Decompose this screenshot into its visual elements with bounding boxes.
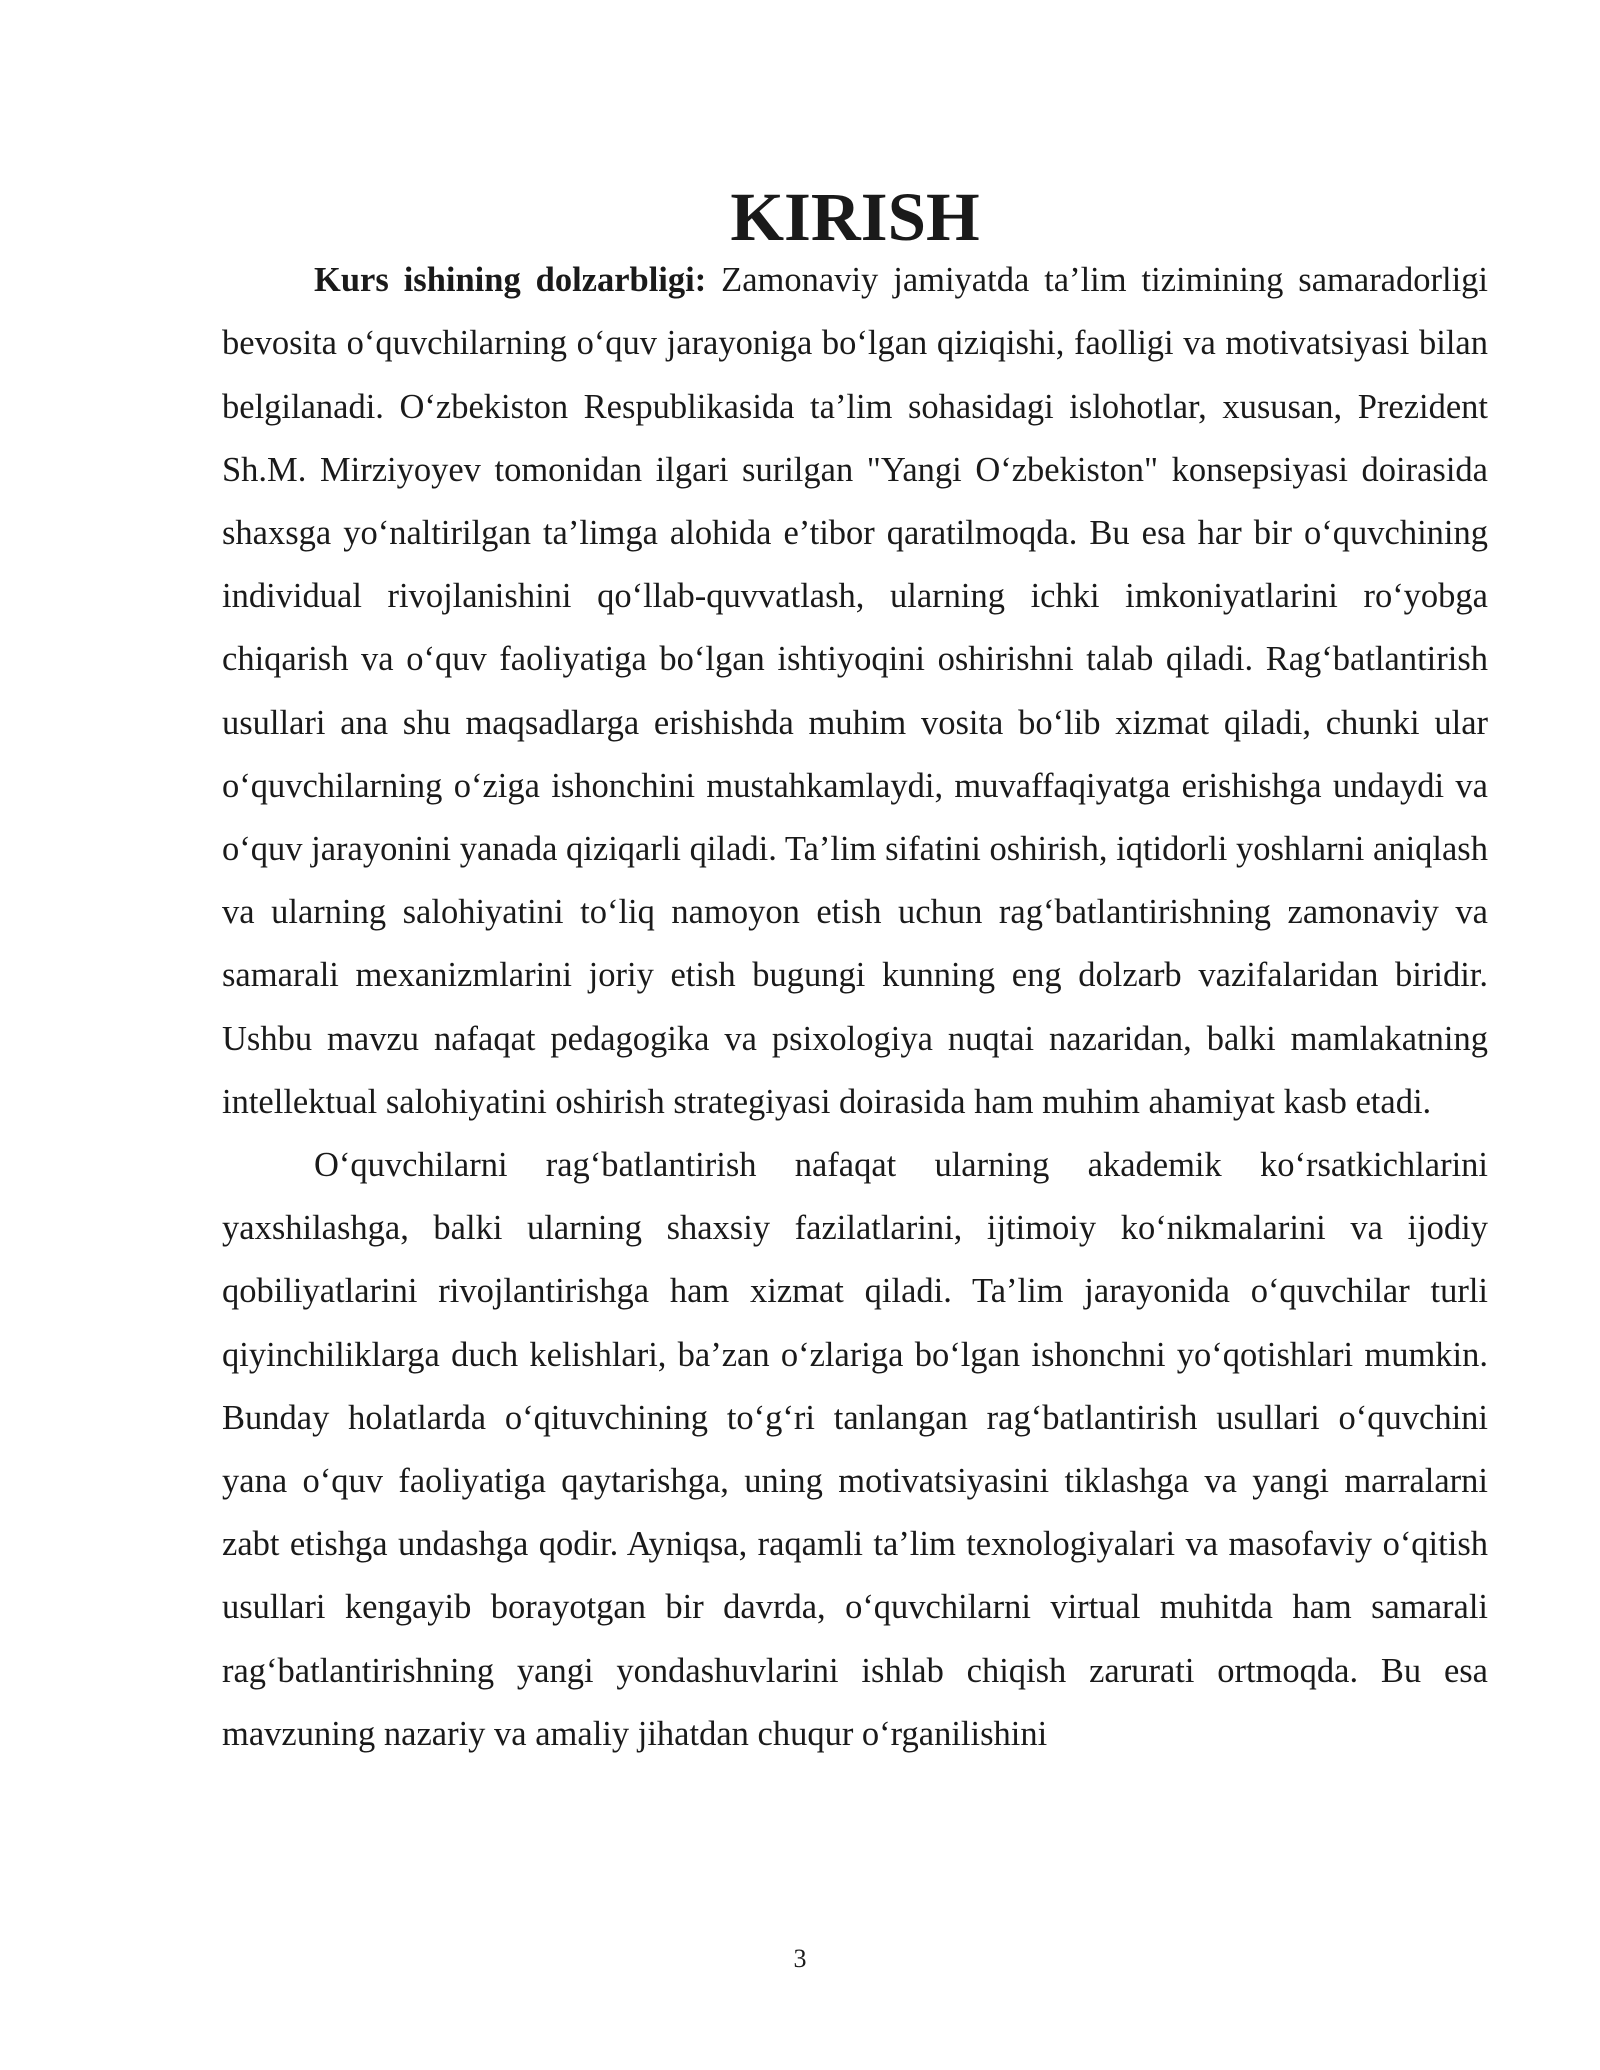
paragraph-relevance <box>222 249 1488 1134</box>
section-title: KIRISH <box>730 179 980 255</box>
paragraph-lead: Kurs ishining dolzarbligi: <box>314 261 707 300</box>
paragraph-motivation <box>222 1134 1488 1766</box>
paragraph-text: Zamonaviy jamiyatda ta’lim tizimining samaradorligi bevosita o‘quvchilarning o‘quv jarayoniga bo‘lgan qiziqishi, faolligi va motivatsiyasi bilan belgilanadi. O‘zbekiston Respublikasida ta’lim sohasidagi islohotlar, xususan, Prezident Sh.M. Mirziyoyev tomonidan ilgari surilgan "Yangi O‘zbekiston" konsepsiyasi doirasida shaxsga yo‘naltirilgan ta’limga alohida e’tibor qaratilmoqda. Bu esa har bir o‘quvchining individual rivojlanishini qo‘llab-quvvatlash, ularning ichki imkoniyatlarini ro‘yobga chiqarish va o‘quv faoliyatiga bo‘lgan ishtiyoqini oshirishni talab qiladi. Rag‘batlantirish usullari ana shu maqsadlarga erishishda muhim vosita bo‘lib xizmat qiladi, chunki ular o‘quvchilarning o‘ziga ishonchini mustahkamlaydi, muvaffaqiyatga erishishga undaydi va o‘quv jarayonini yanada qiziqarli qiladi. Ta’lim sifatini oshirish, iqtidorli yoshlarni aniqlash va ularning salohiyatini to‘liq namoyon etish uchun rag‘batlantirishning zamonaviy va samarali mexanizmlarini joriy etish bugungi kunning eng dolzarb vazifalaridan biridir. Ushbu mavzu nafaqat pedagogika va psixologiya nuqtai nazaridan, balki mamlakatning intellektual salohiyatini oshirish strategiyasi doirasida ham muhim ahamiyat kasb etadi. <box>222 261 1488 1121</box>
page-number: 3 <box>793 1944 807 1973</box>
paragraph-text: O‘quvchilarni rag‘batlantirish nafaqat ularning akademik ko‘rsatkichlarini yaxshilashga, balki ularning shaxsiy fazilatlarini, ijtimoiy ko‘nikmalarini va ijodiy qobiliyatlarini rivojlantirishga ham xizmat qiladi. Ta’lim jarayonida o‘quvchilar turli qiyinchiliklarga duch kelishlari, ba’zan o‘zlariga bo‘lgan ishonchni yo‘qotishlari mumkin. Bunday holatlarda o‘qituvchining to‘g‘ri tanlangan rag‘batlantirish usullari o‘quvchini yana o‘quv faoliyatiga qaytarishga, uning motivatsiyasini tiklashga va yangi marralarni zabt etishga undashga qodir. Ayniqsa, raqamli ta’lim texnologiyalari va masofaviy o‘qitish usullari kengayib borayotgan bir davrda, o‘quvchilarni virtual muhitda ham samarali rag‘batlantirishning yangi yondashuvlarini ishlab chiqish zarurati ortmoqda. Bu esa mavzuning nazariy va amaliy jihatdan chuqur o‘rganilishini <box>222 1146 1488 1753</box>
page-content <box>222 179 1488 1766</box>
